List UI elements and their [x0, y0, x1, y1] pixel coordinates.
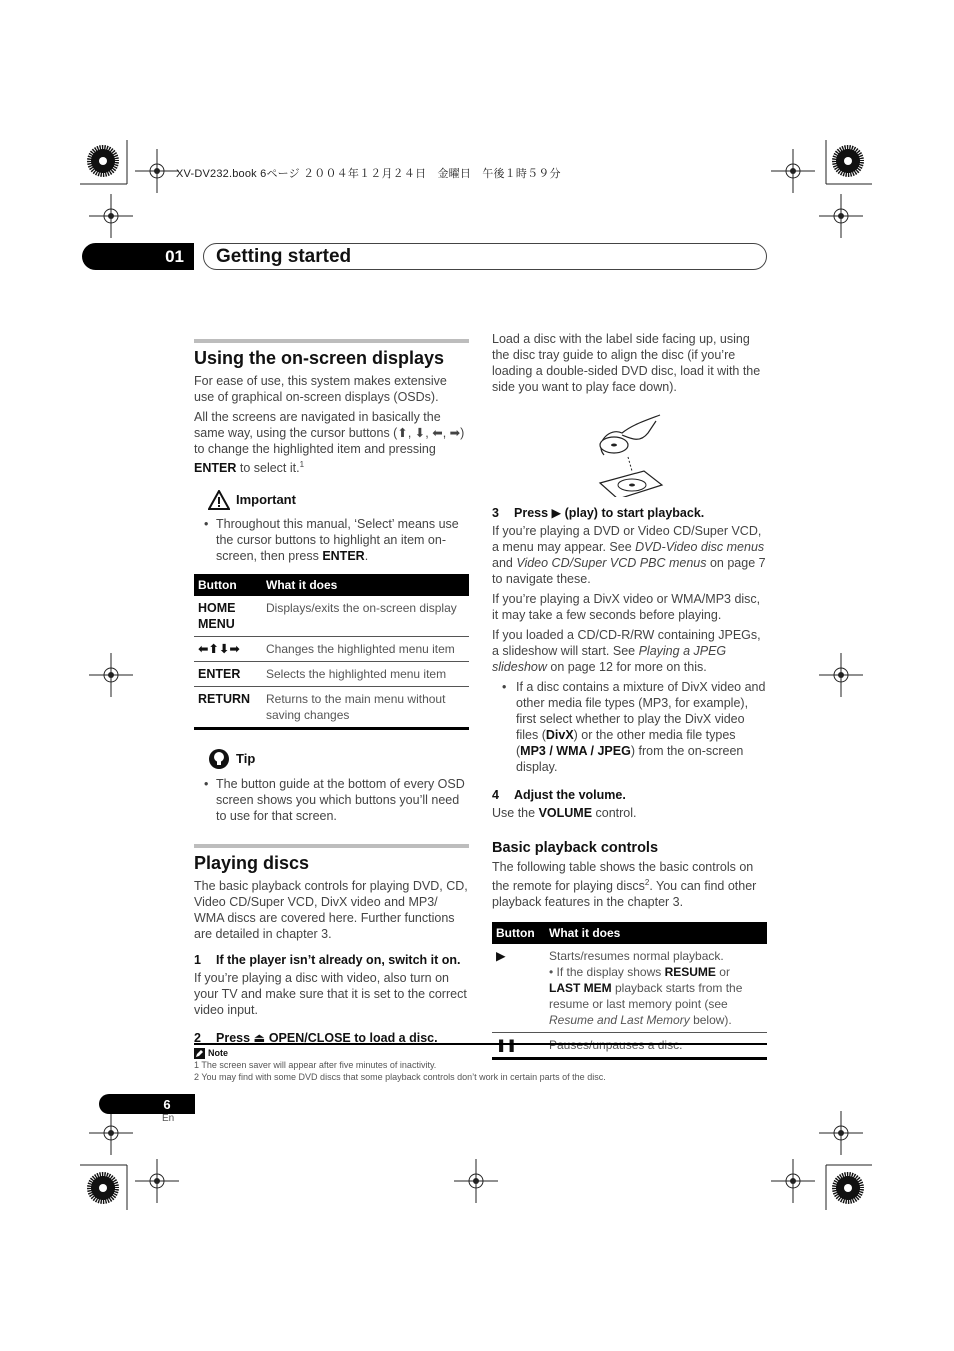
table-header-button: Button	[492, 922, 545, 944]
cursor-arrows-icon: ⬅⬆⬇➡	[194, 637, 262, 662]
warning-icon	[208, 490, 230, 510]
arrow-left-icon: ⬅	[432, 426, 443, 440]
mixed-media-bullet: • If a disc contains a mixture of DivX video and other media file types (MP3, for example), first select whether to play the DivX video files (DivX) or the other media file types (MP3 / WMA / JPEG) from the on-screen display.	[492, 679, 767, 775]
page-number: 6	[99, 1094, 195, 1114]
step-2-title: 2 Press ⏏ OPEN/CLOSE to load a disc.	[194, 1031, 438, 1046]
jpeg-paragraph: If you loaded a CD/CD-R/RW containing JPEGs, a slideshow will start. See Playing a JPEG slideshow on page 12 for more on this.	[492, 628, 761, 674]
step-4-title: 4 Adjust the volume.	[492, 788, 626, 802]
note-heading: Note	[194, 1047, 767, 1059]
page-language: En	[162, 1113, 175, 1124]
step-3-text: If you’re playing a DVD or Video CD/Super VCD, a menu may appear. See DVD-Video disc menus and Video CD/Super VCD PBC menus on page 7 to navigate these.	[492, 524, 766, 586]
footnote-2: 2 You may find with some DVD discs that some playback controls don’t work in certain parts of the disc.	[194, 1072, 606, 1082]
step-1-title: 1 If the player isn’t already on, switch it on.	[194, 953, 461, 968]
play-icon: ▶	[492, 944, 545, 1033]
playing-discs-paragraph: The basic playback controls for playing DVD, CD, Video CD/Super VCD, DivX video and MP3/ WMA discs are covered here. Further functions are detailed in chapter 3.	[194, 879, 468, 942]
playback-buttons-table	[492, 922, 767, 1060]
play-icon: ▶	[551, 506, 562, 520]
pause-icon: ❚❚	[492, 1033, 545, 1059]
load-disc-paragraph: Load a disc with the label side facing up, using the disc tray guide to align the disc (if you’re loading a double-sided DVD disc, load it with the side you want to play face down).	[492, 332, 761, 394]
disc-tray-illustration	[492, 407, 767, 497]
table-row: ❚❚ Pauses/unpauses a disc.	[492, 1033, 767, 1059]
table-row: RETURN Returns to the main menu without saving changes	[194, 687, 469, 729]
footnote-1: 1 The screen saver will appear after five minutes of inactivity.	[194, 1060, 437, 1070]
basic-playback-heading: Basic playback controls	[492, 840, 659, 856]
section-rule	[194, 339, 469, 343]
osd-buttons-table	[194, 574, 469, 730]
osd-paragraph-1: For ease of use, this system makes extensive use of graphical on-screen displays (OSDs).	[194, 374, 447, 404]
table-row: ⬅⬆⬇➡ Changes the highlighted menu item	[194, 637, 469, 662]
table-row: ENTER Selects the highlighted menu item	[194, 662, 469, 687]
divx-paragraph: If you’re playing a DivX video or WMA/MP3 disc, it may take a few seconds before playing.	[492, 592, 761, 622]
chapter-title: Getting started	[203, 243, 767, 270]
important-label: Important	[236, 492, 296, 508]
table-header-button: Button	[194, 574, 262, 596]
arrow-down-icon: ⬇	[414, 426, 426, 440]
right-column	[492, 331, 767, 1060]
footnotes	[194, 1043, 767, 1083]
section-rule	[194, 844, 469, 848]
table-header-what: What it does	[262, 574, 469, 596]
tip-bullet: • The button guide at the bottom of every OSD screen shows you which buttons you’ll need to use for that screen.	[194, 776, 469, 824]
important-bullet: • Throughout this manual, ‘Select’ means use the cursor buttons to highlight an item on-screen, then press ENTER.	[194, 516, 469, 564]
basic-playback-paragraph: The following table shows the basic controls on the remote for playing discs$^2$. You can find other playback features in the chapter 3.	[492, 860, 757, 910]
chapter-number: 01	[82, 243, 194, 270]
pencil-icon	[194, 1048, 205, 1059]
important-callout	[208, 490, 469, 510]
osd-paragraph-2: All the screens are navigated in basically the same way, using the cursor buttons (⬆, ⬇, ⬅, ➡) to change the highlighted item and pressing ENTER to select it.$^1$	[194, 410, 465, 476]
step-4-text: Use the VOLUME control.	[492, 806, 637, 820]
table-row: HOME MENU Displays/exits the on-screen display	[194, 596, 469, 637]
tip-label: Tip	[236, 751, 256, 767]
step-1-text: If you’re playing a disc with video, also turn on your TV and make sure that it is set to the correct video input.	[194, 971, 467, 1018]
table-row: ▶ Starts/resumes normal playback. • If the display shows RESUME or LAST MEM playback starts from the resume or last memory point (see Resume and Last Memory below).	[492, 944, 767, 1033]
arrow-up-icon: ⬆	[397, 426, 408, 440]
tip-callout	[208, 748, 469, 770]
file-info-line: XV-DV232.book 6ページ ２００４年１２月２４日 金曜日 午後１時５９分	[176, 168, 561, 180]
table-header-what: What it does	[545, 922, 767, 944]
step-3-title: 3 Press ▶ (play) to start playback.	[492, 506, 705, 520]
osd-heading: Using the on-screen displays	[194, 348, 445, 368]
lightbulb-icon	[208, 748, 230, 770]
arrow-right-icon: ➡	[449, 426, 461, 440]
playing-discs-heading: Playing discs	[194, 853, 310, 874]
eject-icon: ⏏	[253, 1031, 266, 1046]
left-column	[194, 339, 469, 1048]
